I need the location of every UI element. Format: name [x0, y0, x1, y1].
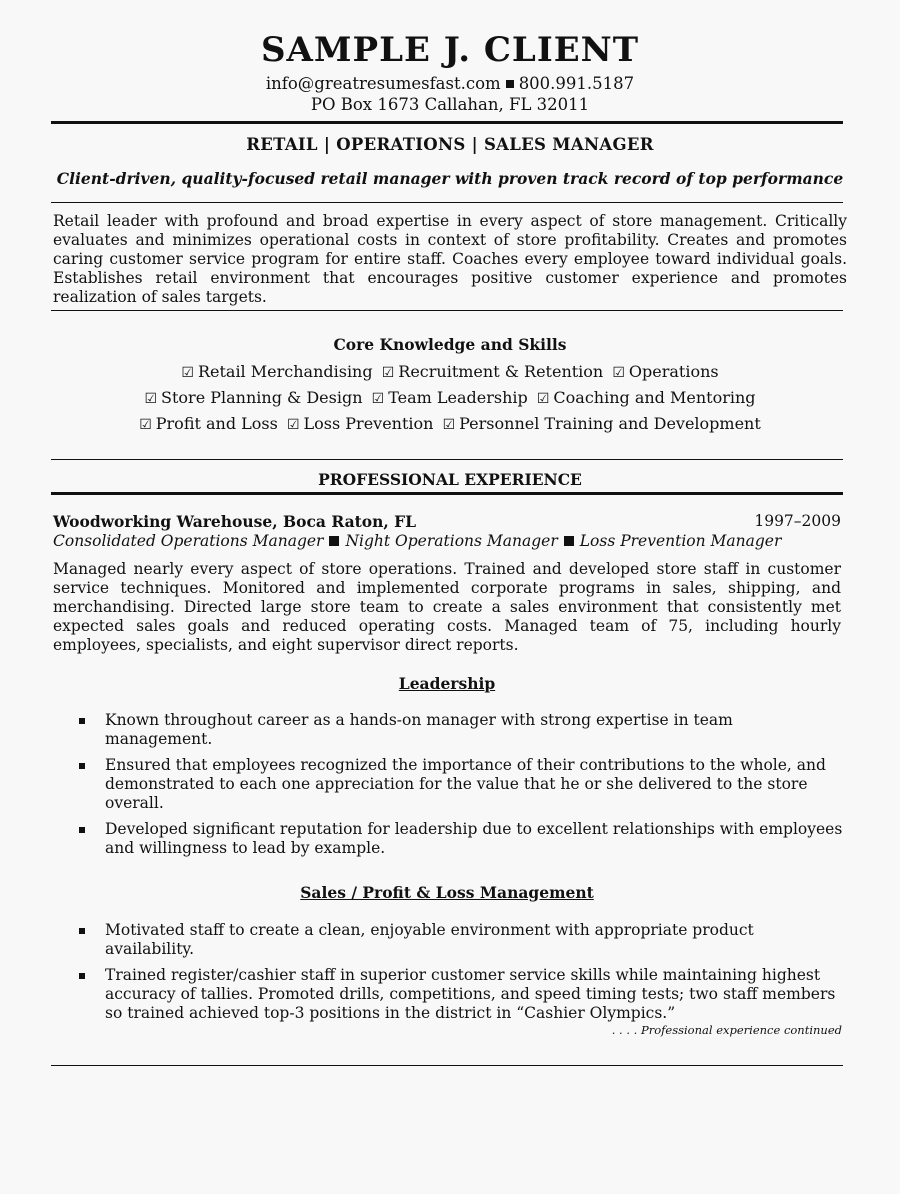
contact-line — [0, 74, 900, 93]
checkbox-icon: ☑ — [536, 391, 550, 407]
experience-title: PROFESSIONAL EXPERIENCE — [318, 470, 582, 489]
leadership-heading: Leadership — [398, 674, 496, 693]
job-title: Night Operations Manager — [345, 532, 558, 550]
divider — [51, 310, 843, 311]
skill-item: ☑ Coaching and Mentoring — [536, 388, 756, 407]
bullet-icon — [79, 763, 85, 769]
job-header — [53, 512, 841, 531]
list-item: Trained register/cashier staff in superior customer service skills while maintaining highest accuracy of tallies. Promoted drills, competitions, and speed timing tests; two staff members so trained achieved top-3 positions in the district in “Cashier Olympics.” — [53, 966, 843, 1023]
skill-item: ☑ Loss Prevention — [286, 414, 434, 433]
checkbox-icon: ☑ — [371, 391, 385, 407]
checkbox-icon: ☑ — [442, 417, 456, 433]
bullet-icon — [79, 973, 85, 979]
company-name: Woodworking Warehouse, Boca Raton, FL — [53, 512, 417, 531]
address: PO Box 1673 Callahan, FL 32011 — [310, 95, 590, 114]
divider — [51, 121, 843, 124]
separator-square-icon — [506, 80, 514, 88]
leadership-list — [53, 711, 843, 865]
skill-item: ☑ Operations — [612, 362, 719, 381]
bullet-icon — [79, 827, 85, 833]
skills-title: Core Knowledge and Skills — [333, 335, 567, 354]
checkbox-icon: ☑ — [286, 417, 300, 433]
job-years: 1997–2009 — [754, 512, 841, 530]
bullet-icon — [79, 928, 85, 934]
checkbox-icon: ☑ — [139, 417, 152, 433]
list-item: Known throughout career as a hands-on manager with strong expertise in team management. — [53, 711, 843, 749]
job-titles — [53, 532, 781, 550]
tagline: Client-driven, quality-focused retail manager with proven track record of top performance — [56, 169, 844, 188]
skill-item: ☑ Profit and Loss — [139, 414, 278, 433]
email: info@greatresumesfast.com — [265, 74, 501, 93]
candidate-name: SAMPLE J. CLIENT — [260, 30, 640, 70]
skills-row — [0, 362, 900, 381]
checkbox-icon: ☑ — [612, 365, 625, 381]
separator-square-icon — [564, 536, 574, 546]
skill-item: ☑ Personnel Training and Development — [442, 414, 761, 433]
checkbox-icon: ☑ — [144, 391, 158, 407]
divider — [51, 202, 843, 203]
job-title: Consolidated Operations Manager — [53, 532, 324, 550]
divider — [51, 1065, 843, 1066]
list-item: Developed significant reputation for leadership due to excellent relationships with employees and willingness to lead by example. — [53, 820, 843, 858]
checkbox-icon: ☑ — [181, 365, 194, 381]
job-description: Managed nearly every aspect of store operations. Trained and developed store staff in customer service techniques. Monitored and implemented corporate programs in sales, shipping, and merchandising. Directed large store team to create a sales environment that consistently met expected sales goals and reduced operating costs. Managed team of 75, including hourly employees, specialists, and eight supervisor direct reports. — [53, 560, 841, 654]
job-title: Loss Prevention Manager — [579, 532, 782, 550]
skills-row — [0, 414, 900, 433]
skill-item: ☑ Store Planning & Design — [144, 388, 363, 407]
list-item: Motivated staff to create a clean, enjoyable environment with appropriate product availability. — [53, 921, 843, 959]
divider — [51, 459, 843, 460]
skill-item: ☑ Recruitment & Retention — [381, 362, 604, 381]
skill-item: ☑ Team Leadership — [371, 388, 528, 407]
sales-heading: Sales / Profit & Loss Management — [300, 883, 594, 902]
checkbox-icon: ☑ — [381, 365, 395, 381]
skills-row — [0, 388, 900, 407]
headline: RETAIL | OPERATIONS | SALES MANAGER — [246, 135, 654, 154]
bullet-icon — [79, 718, 85, 724]
sales-list — [53, 921, 843, 1030]
divider — [51, 492, 843, 495]
phone: 800.991.5187 — [518, 74, 635, 93]
skill-item: ☑ Retail Merchandising — [181, 362, 373, 381]
separator-square-icon — [329, 536, 339, 546]
continued-note: . . . . Professional experience continued — [611, 1023, 842, 1037]
list-item: Ensured that employees recognized the importance of their contributions to the whole, and demonstrated to each one appreciation for the value that he or she delivered to the store overall. — [53, 756, 843, 813]
summary-paragraph: Retail leader with profound and broad expertise in every aspect of store management. Critically evaluates and minimizes operational costs in context of store profitability. Creates and promotes caring customer service program for entire staff. Coaches every employee toward individual goals. Establishes retail environment that encourages positive customer experience and promotes realization of sales targets. — [53, 212, 847, 306]
